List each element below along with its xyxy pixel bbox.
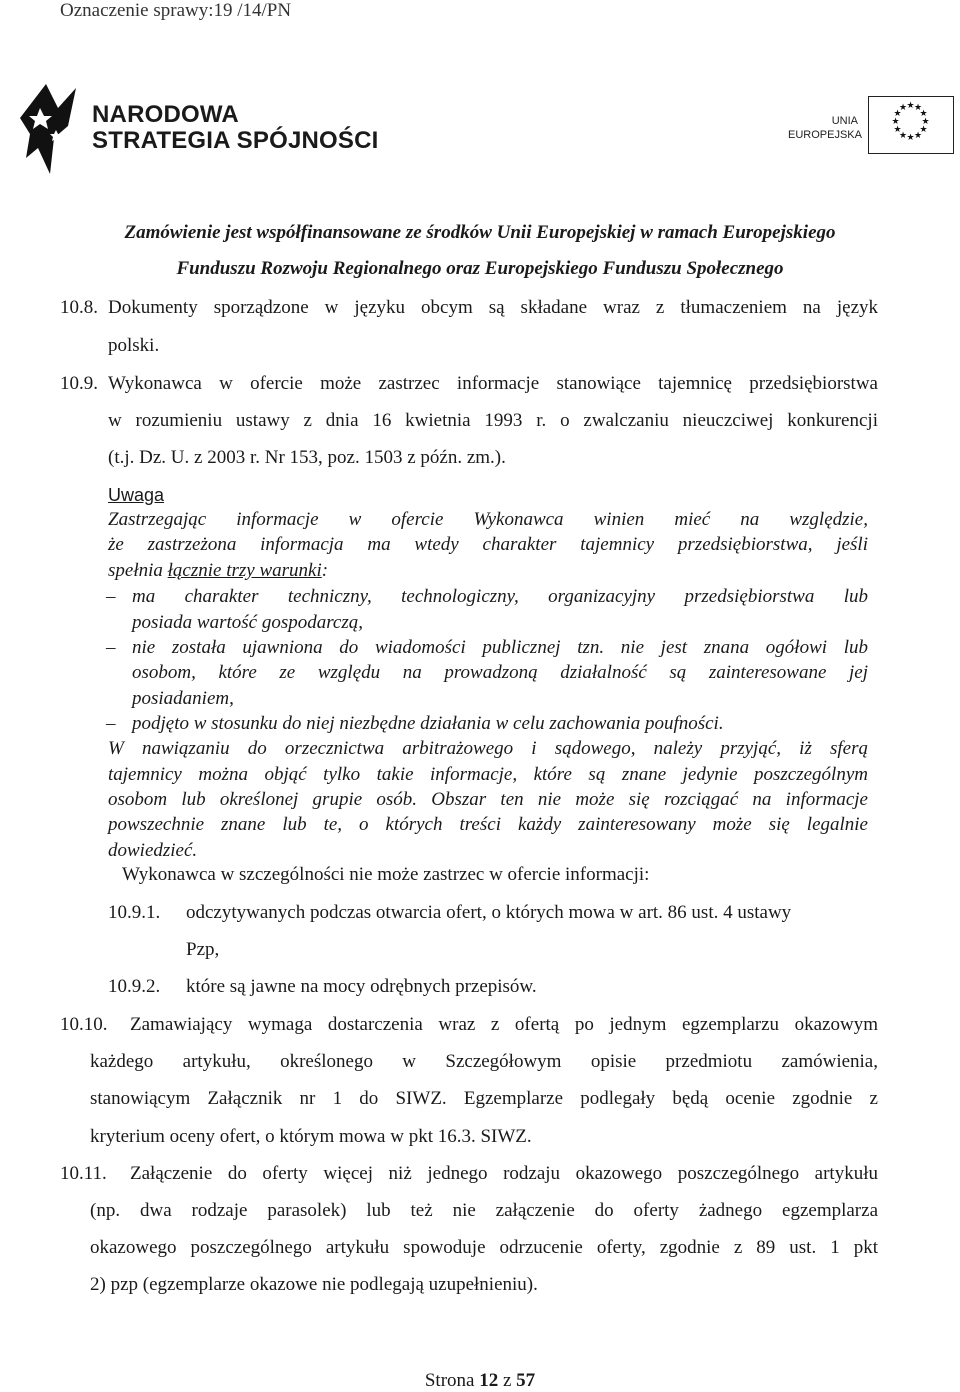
note-text bbox=[108, 560, 328, 582]
section-number: 10.9.2. bbox=[108, 976, 161, 997]
section-text: 2) pzp (egzemplarze okazowe nie podlegają uzupełnieniu). bbox=[90, 1274, 538, 1295]
page-total: 57 bbox=[516, 1370, 536, 1391]
nss-logo-text bbox=[92, 102, 379, 154]
note-text: dowiedzieć. bbox=[108, 840, 198, 861]
svg-text:★: ★ bbox=[921, 117, 930, 127]
nss-logo-icon bbox=[12, 78, 82, 176]
section-text: Zamawiający wymaga dostarczenia wraz z ofertą po jednym egzemplarzu okazowym bbox=[130, 1014, 878, 1035]
note-text: osobom lub określonej grupie osób. Obszar ten nie może się rozciągać na informacje bbox=[108, 789, 868, 810]
bullet-text: posiadaniem, bbox=[132, 688, 234, 709]
svg-text:★: ★ bbox=[898, 131, 908, 141]
svg-text:★: ★ bbox=[898, 103, 908, 113]
svg-text:★: ★ bbox=[919, 109, 928, 119]
section-text: Wykonawca w szczególności nie może zastrzec w ofercie informacji: bbox=[122, 864, 650, 885]
svg-text:★: ★ bbox=[906, 133, 915, 143]
bullet-dash: – bbox=[106, 586, 116, 607]
note-text-part: : bbox=[321, 560, 329, 581]
section-text: Załączenie do oferty więcej niż jednego rodzaju okazowego poszczególnego artykułu bbox=[130, 1163, 878, 1184]
cofinancing-line-1: Zamówienie jest współfinansowane ze środków Unii Europejskiej w ramach Europejskiego bbox=[124, 222, 836, 243]
section-text: okazowego poszczególnego artykułu spowoduje odrzucenie oferty, zgodnie z 89 ust. 1 pkt bbox=[90, 1237, 878, 1258]
footer-prefix: Strona bbox=[424, 1370, 475, 1391]
ue-logo-text bbox=[788, 114, 862, 142]
note-text: Zastrzegając informacje w ofercie Wykonawca winien mieć na względzie, bbox=[108, 509, 868, 530]
note-emphasis: łącznie trzy warunki bbox=[167, 560, 322, 581]
section-number: 10.11. bbox=[60, 1163, 107, 1184]
section-text: każdego artykułu, określonego w Szczegółowym opisie przedmiotu zamówienia, bbox=[90, 1051, 878, 1072]
note-heading-text: Uwaga bbox=[108, 485, 165, 505]
section-text: polski. bbox=[108, 335, 160, 356]
nss-line-1: NARODOWA bbox=[92, 101, 239, 128]
svg-text:★: ★ bbox=[891, 117, 900, 127]
bullet-text: nie została ujawniona do wiadomości publicznej tzn. nie jest znana ogółowi lub bbox=[132, 637, 868, 658]
page-footer bbox=[0, 1370, 960, 1392]
eu-flag-icon bbox=[868, 96, 954, 154]
svg-text:★: ★ bbox=[906, 101, 915, 111]
cofinancing-statement bbox=[40, 215, 920, 287]
bullet-text: posiada wartość gospodarczą, bbox=[132, 612, 364, 633]
note-text: że zastrzeżona informacja ma wtedy charakter tajemnicy przedsiębiorstwa, jeśli bbox=[108, 534, 868, 555]
section-number: 10.10. bbox=[60, 1014, 108, 1035]
svg-text:★: ★ bbox=[893, 109, 902, 119]
svg-text:★: ★ bbox=[913, 103, 923, 113]
svg-text:★: ★ bbox=[919, 125, 928, 135]
section-number: 10.9. bbox=[60, 373, 98, 394]
bullet-text: podjęto w stosunku do niej niezbędne działania w celu zachowania poufności. bbox=[132, 713, 724, 734]
note-text: W nawiązaniu do orzecznictwa arbitrażowego i sądowego, należy przyjąć, iż sferą bbox=[108, 738, 868, 759]
note-text: tajemnicy można objąć tylko takie informacje, które są znane jedynie poszczególnym bbox=[108, 764, 868, 785]
bullet-text: osobom, które ze względu na prowadzoną działalność są zainteresowane jej bbox=[132, 662, 868, 683]
section-text: które są jawne na mocy odrębnych przepisów. bbox=[186, 976, 537, 997]
bullet-text: ma charakter techniczny, technologiczny, organizacyjny przedsiębiorstwa lub bbox=[132, 586, 868, 607]
section-text: odczytywanych podczas otwarcia ofert, o których mowa w art. 86 ust. 4 ustawy bbox=[186, 902, 792, 923]
note-heading bbox=[108, 485, 164, 506]
ue-line-1: UNIA bbox=[831, 115, 858, 127]
svg-text:★: ★ bbox=[913, 131, 923, 141]
ue-line-2: EUROPEJSKA bbox=[788, 129, 862, 141]
section-text: kryterium oceny ofert, o którym mowa w pkt 16.3. SIWZ. bbox=[90, 1126, 532, 1147]
section-text: stanowiącym Załącznik nr 1 do SIWZ. Egzemplarze podlegały będą ocenie zgodnie z bbox=[90, 1088, 878, 1109]
section-number: 10.8. bbox=[60, 297, 98, 318]
section-text: w rozumieniu ustawy z dnia 16 kwietnia 1993 r. o zwalczaniu nieuczciwej konkurencji bbox=[108, 410, 878, 431]
section-number: 10.9.1. bbox=[108, 902, 161, 923]
page-number: 12 bbox=[479, 1370, 499, 1391]
section-text: (t.j. Dz. U. z 2003 r. Nr 153, poz. 1503 z późn. zm.). bbox=[108, 447, 506, 468]
section-text: Pzp, bbox=[186, 939, 220, 960]
eu-stars-icon bbox=[869, 97, 952, 152]
note-text: powszechnie znane lub te, o których treści każdy zainteresowany może się legalnie bbox=[108, 814, 868, 835]
case-reference: Oznaczenie sprawy:19 /14/PN bbox=[60, 0, 292, 21]
bullet-dash: – bbox=[106, 713, 116, 734]
nss-line-2: STRATEGIA SPÓJNOŚCI bbox=[92, 127, 379, 154]
cofinancing-line-2: Funduszu Rozwoju Regionalnego oraz Europejskiego Funduszu Społecznego bbox=[176, 258, 784, 279]
bullet-dash: – bbox=[106, 637, 116, 658]
svg-text:★: ★ bbox=[893, 125, 902, 135]
section-text: Wykonawca w ofercie może zastrzec informacje stanowiące tajemnicę przedsiębiorstwa bbox=[108, 373, 878, 394]
section-text: (np. dwa rodzaje parasolek) lub też nie załączenie do oferty żadnego egzemplarza bbox=[90, 1200, 878, 1221]
note-text-part: spełnia bbox=[108, 560, 168, 581]
section-text: Dokumenty sporządzone w języku obcym są składane wraz z tłumaczeniem na język bbox=[108, 297, 878, 318]
footer-sep: z bbox=[502, 1370, 512, 1391]
